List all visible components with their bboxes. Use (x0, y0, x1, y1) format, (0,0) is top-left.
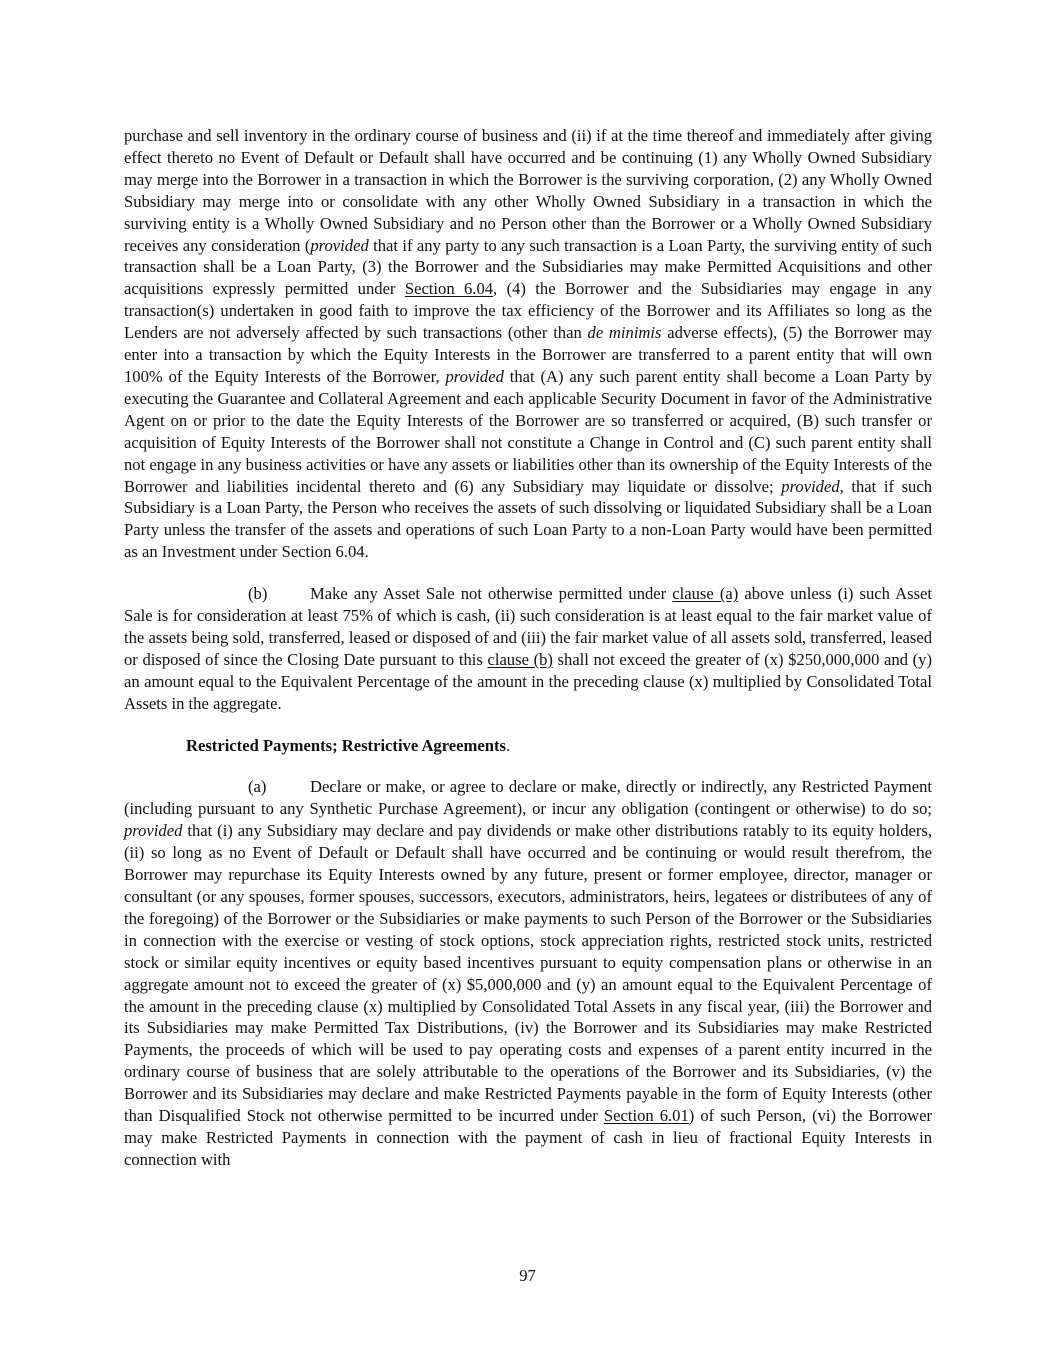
section-heading-period: . (505, 735, 511, 755)
text-run: purchase and sell inventory in the ordinary course of business and (ii) if at the time thereof and immediately after giving effect thereto no Event of Default or Default shall have occurred and be continuing (1) any Wholly Owned Subsidiary may merge into the Borrower in a transaction in which the Borrower is the surviving corporation, (2) any Wholly Owned Subsidiary may merge into or consolidate with any other Wholly Owned Subsidiary in a transaction in which the surviving entity is a Wholly Owned Subsidiary and no Person other than the Borrower or a Wholly Owned Subsidiary receives any consideration ( (124, 126, 932, 255)
text-run: shall not exceed the greater of (x) $250,000,000 and (y) an amount equal to the Equivalent Percentage of the amount in the preceding clause (x) multiplied by Consolidated Total Assets in the aggregate. (124, 649, 932, 713)
italic-term: provided (124, 821, 183, 841)
text-run: ) of such Person, (vi) the Borrower may make Restricted Payments in connection with the payment of cash in lieu of fractional Equity Interests in connection with (124, 1106, 932, 1169)
text-run: that if any party to any such transaction is a Loan Party, the surviving entity of such transaction shall be a Loan Party, (3) the Borrower and the Subsidiaries may make Permitted Acquisitions and other acquisitions expressly permitted under (124, 235, 932, 299)
text-run: Make any Asset Sale not otherwise permitted under (310, 584, 673, 604)
clause-indent (124, 584, 248, 603)
text-run: , (4) the Borrower and the Subsidiaries may engage in any transaction(s) undertaken in good faith to improve the tax efficiency of the Borrower and its Affiliates so long as the Lenders are not adversely affected by such transactions (other than (124, 279, 932, 343)
section-reference: Section 6.01 (603, 1106, 689, 1126)
clause-reference: clause (b) (487, 649, 553, 669)
italic-term: provided (781, 476, 840, 496)
paragraph-merger-provisions (124, 125, 932, 563)
clause-indent (124, 777, 248, 796)
clause-label: (b) (248, 584, 268, 604)
paragraph-restricted-payments-clause-a (124, 776, 932, 1170)
clause-reference: clause (a) (672, 584, 739, 604)
italic-term: provided (310, 235, 369, 255)
text-run: Declare or make, or agree to declare or make, directly or indirectly, any Restricted Payment (including pursuant to any Synthetic Purchase Agreement), or incur any obligation (contingent or otherwise) to do so; (124, 777, 932, 819)
section-heading (186, 735, 932, 757)
text-run: above unless (i) such Asset Sale is for consideration at least 75% of which is cash, (ii) such consideration is at least equal to the fair market value of the assets being sold, transferred, leased or disposed of and (iii) the fair market value of all assets sold, transferred, leased or disposed of since the Closing Date pursuant to this (124, 584, 932, 669)
page-number: 97 (519, 1266, 536, 1285)
text-run: that (A) any such parent entity shall become a Loan Party by executing the Guarantee and Collateral Agreement and each applicable Security Document in favor of the Administrative Agent on or prior to the date the Equity Interests of the Borrower are so transferred or acquired, (B) such transfer or acquisition of Equity Interests of the Borrower shall not constitute a Change in Control and (C) such parent entity shall not engage in any business activities or have any assets or liabilities other than its ownership of the Equity Interests of the Borrower and liabilities incidental thereto and (6) any Subsidiary may liquidate or dissolve; (124, 366, 933, 496)
paragraph-asset-sale-clause-b (124, 583, 932, 714)
section-heading-title: Restricted Payments; Restrictive Agreements (186, 735, 506, 755)
text-run: , that if such Subsidiary is a Loan Party, the Person who receives the assets of such dissolving or liquidated Subsidiary shall be a Loan Party unless the transfer of the assets and operations of such Loan Party to a non-Loan Party would have been permitted as an Investment under Section 6.04. (124, 476, 933, 562)
section-reference: Section 6.04 (404, 279, 494, 299)
text-run: adverse effects), (5) the Borrower may enter into a transaction by which the Equity Interests in the Borrower are transferred to a parent entity that will own 100% of the Equity Interests of the Borrower, (124, 323, 932, 386)
italic-term: provided (445, 366, 504, 386)
italic-term: de minimis (587, 323, 662, 343)
text-run: that (i) any Subsidiary may declare and pay dividends or make other distributions ratably to its equity holders, (ii) so long as no Event of Default or Default shall have occurred and be continuing or would result therefrom, the Borrower may repurchase its Equity Interests owned by any future, present or former employee, director, manager or consultant (or any spouses, former spouses, successors, executors, administrators, heirs, legatees or distributees of any of the foregoing) of the Borrower or the Subsidiaries or make payments to such Person of the Borrower or the Subsidiaries in connection with the exercise or vesting of stock options, stock appreciation rights, restricted stock units, restricted stock or similar equity incentives or equity based incentives pursuant to equity compensation plans or otherwise in an aggregate amount not to exceed the greater of (x) $5,000,000 and (y) an amount equal to the Equivalent Percentage of the amount in the preceding clause (x) multiplied by Consolidated Total Assets in any fiscal year, (iii) the Borrower and its Subsidiaries may make Permitted Tax Distributions, (iv) the Borrower and its Subsidiaries may make Restricted Payments, the proceeds of which will be used to pay operating costs and expenses of a parent entity incurred in the ordinary course of business that are solely attributable to the operations of the Borrower and its Subsidiaries, (v) the Borrower and its Subsidiaries may declare and make Restricted Payments payable in the form of Equity Interests (other than Disqualified Stock not otherwise permitted to be incurred under (124, 821, 932, 1126)
document-page (124, 125, 932, 1171)
clause-label: (a) (248, 777, 267, 797)
